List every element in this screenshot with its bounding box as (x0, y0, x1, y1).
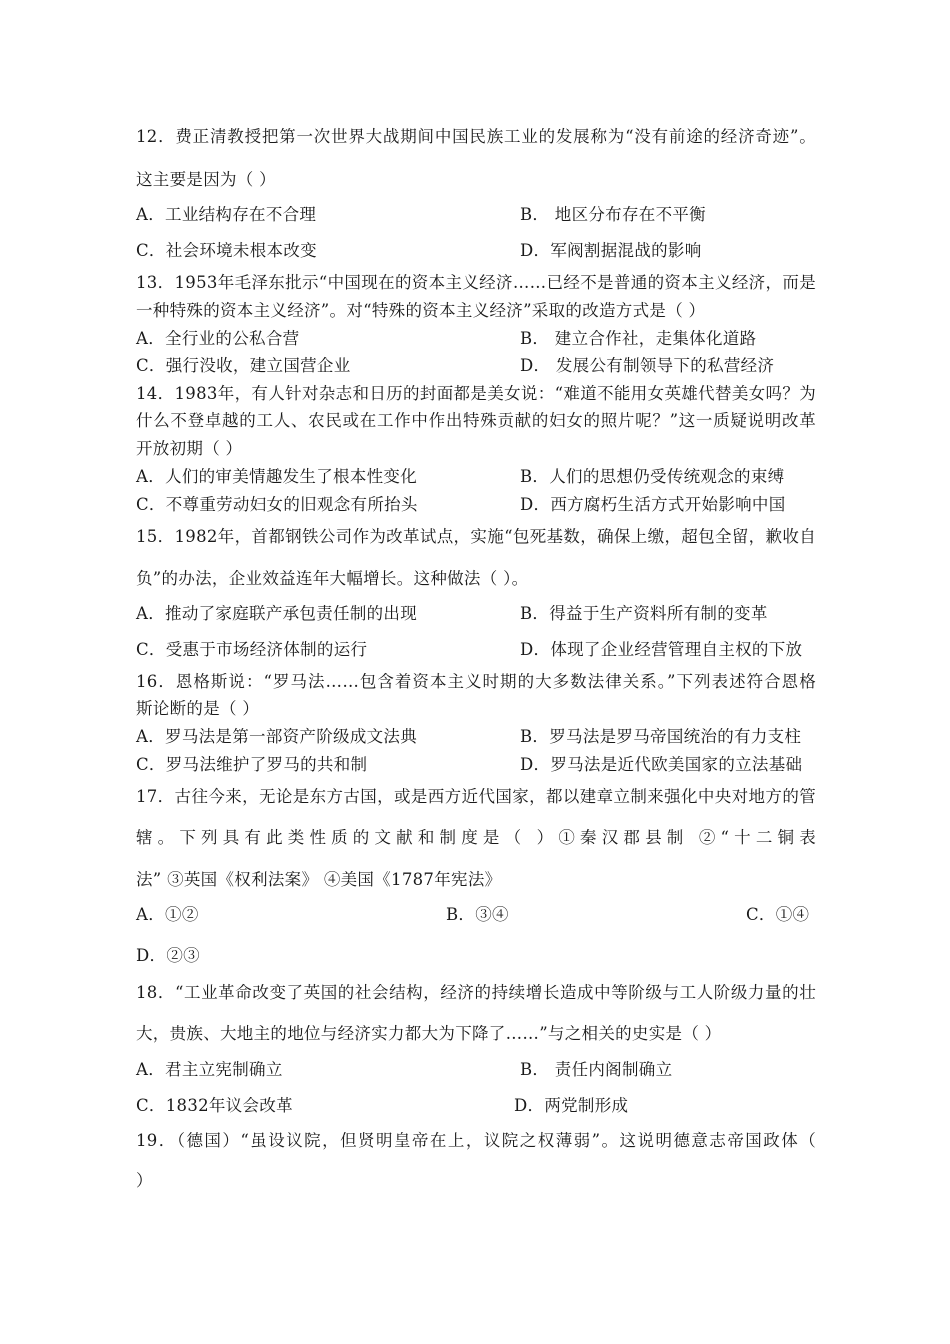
q16-option-d: D．罗马法是近代欧美国家的立法基础 (520, 755, 803, 774)
q17-stem-line2: 辖。下列具有此类性质的文献和制度是（ ）①秦汉郡县制 ②“十二铜表 (136, 828, 816, 847)
q16-stem-line2: 斯论断的是（ ） (136, 699, 260, 718)
q18-option-c: C．1832年议会改革 (136, 1096, 293, 1115)
q15-option-d: D．体现了企业经营管理自主权的下放 (520, 640, 803, 659)
q14-stem-line2: 什么不登卓越的工人、农民或在工作中作出特殊贡献的妇女的照片呢？”这一质疑说明改革 (136, 411, 816, 430)
q17-option-a: A．①② (136, 905, 199, 924)
q17-stem-line3: 法” ③英国《权利法案》 ④美国《1787年宪法》 (136, 870, 502, 889)
q15-stem-line1: 15．1982年，首都钢铁公司作为改革试点，实施“包死基数，确保上缴，超包全留，歉收自 (136, 527, 816, 546)
q14-option-c: C．不尊重劳动妇女的旧观念有所抬头 (136, 495, 418, 514)
q19-stem-line1: 19．（德国）“虽设议院，但贤明皇帝在上，议院之权薄弱”。这说明德意志帝国政体（ (136, 1131, 816, 1150)
q12-option-b: B． 地区分布存在不平衡 (520, 205, 706, 224)
q17-option-d: D．②③ (136, 946, 200, 965)
q17-option-b: B．③④ (446, 905, 509, 924)
q14-stem-line1: 14．1983年，有人针对杂志和日历的封面都是美女说：“难道不能用女英雄代替美女吗？为 (136, 384, 816, 403)
q13-option-a: A．全行业的公私合营 (136, 329, 300, 348)
q15-option-c: C．受惠于市场经济体制的运行 (136, 640, 368, 659)
q18-option-d: D．两党制形成 (514, 1096, 629, 1115)
q18-stem-line2: 大，贵族、大地主的地位与经济实力都大为下降了……”与之相关的史实是（ ） (136, 1024, 722, 1043)
q13-stem-line2: 一种特殊的资本主义经济”。对“特殊的资本主义经济”采取的改造方式是（ ） (136, 301, 706, 320)
q12-stem-line2: 这主要是因为（ ） (136, 170, 276, 189)
q15-stem-line2: 负”的办法，企业效益连年大幅增长。这种做法（ ）。 (136, 569, 529, 588)
q18-stem-line1: 18．“工业革命改变了英国的社会结构，经济的持续增长造成中等阶级与工人阶级力量的壮 (136, 983, 816, 1002)
q14-option-a: A．人们的审美情趣发生了根本性变化 (136, 467, 418, 486)
q17-stem-line1: 17．古往今来，无论是东方古国，或是西方近代国家，都以建章立制来强化中央对地方的管 (136, 787, 816, 806)
q16-option-b: B．罗马法是罗马帝国统治的有力支柱 (520, 727, 802, 746)
q12-option-c: C．社会环境未根本改变 (136, 241, 317, 260)
q15-option-a: A．推动了家庭联产承包责任制的出现 (136, 604, 418, 623)
q12-option-d: D．军阀割据混战的影响 (520, 241, 702, 260)
q18-option-a: A．君主立宪制确立 (136, 1060, 283, 1079)
q19-stem-line2: ） (136, 1171, 153, 1190)
q17-option-c: C．①④ (746, 905, 810, 924)
q18-option-b: B． 责任内阁制确立 (520, 1060, 673, 1079)
q13-option-d: D． 发展公有制领导下的私营经济 (520, 356, 775, 375)
q13-option-b: B． 建立合作社，走集体化道路 (520, 329, 757, 348)
q13-stem-line1: 13．1953年毛泽东批示“中国现在的资本主义经济……已经不是普通的资本主义经济，而是 (136, 273, 816, 292)
q14-option-b: B．人们的思想仍受传统观念的束缚 (520, 467, 785, 486)
q16-option-c: C．罗马法维护了罗马的共和制 (136, 755, 368, 774)
q12-option-a: A．工业结构存在不合理 (136, 205, 317, 224)
q15-option-b: B．得益于生产资料所有制的变革 (520, 604, 768, 623)
q14-option-d: D．西方腐朽生活方式开始影响中国 (520, 495, 786, 514)
q16-option-a: A．罗马法是第一部资产阶级成文法典 (136, 727, 418, 746)
q16-stem-line1: 16．恩格斯说：“罗马法……包含着资本主义时期的大多数法律关系。”下列表述符合恩格 (136, 672, 816, 691)
q14-stem-line3: 开放初期（ ） (136, 439, 243, 458)
q13-option-c: C．强行没收，建立国营企业 (136, 356, 351, 375)
q12-stem-line1: 12．费正清教授把第一次世界大战期间中国民族工业的发展称为“没有前途的经济奇迹”。 (136, 127, 816, 146)
